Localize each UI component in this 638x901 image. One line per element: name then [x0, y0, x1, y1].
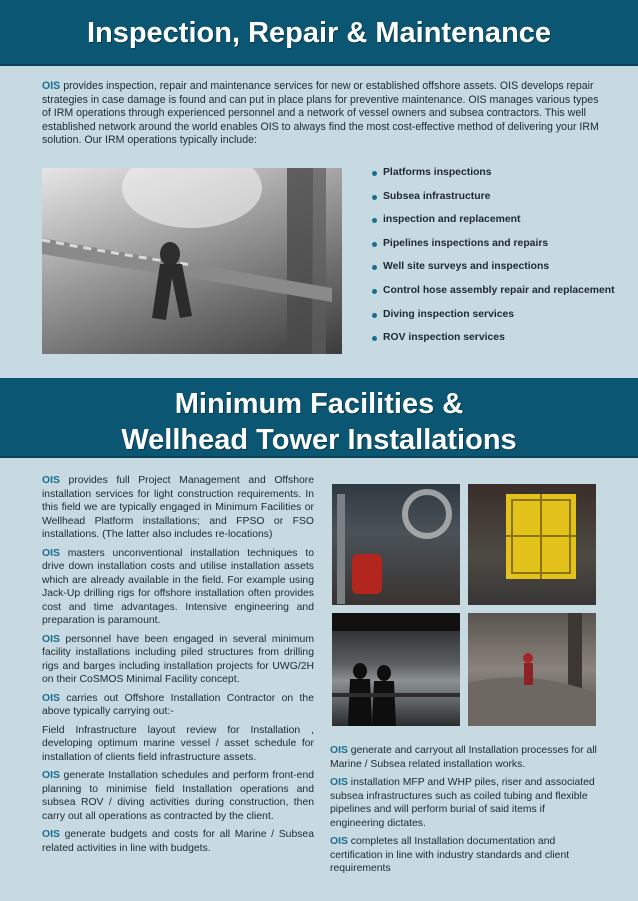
diver-photo [42, 168, 342, 354]
bullet-icon [372, 265, 377, 270]
list-item: inspection and replacement [368, 212, 618, 236]
brand-name: OIS [42, 475, 60, 486]
bullet-icon [372, 218, 377, 223]
paragraph: OIS personnel have been engaged in several minimum facility installations including piled structures from drilling rigs and barges including installation projects for UWG/2H on their CoSMOS Minimal Facility concept. [42, 633, 314, 685]
photo-drill-floor [468, 613, 596, 726]
list-item: Subsea infrastructure [368, 189, 618, 213]
intro-text: provides inspection, repair and maintenance services for new or established offshore assets. OIS develops repair strategies in case damage is found and can put in place plans for preventive maintenance. OIS manages various types of IRM operations through experienced personnel and a network of vessel owners and subsea contractors. This well established network around the world enables OIS to always find the most cost-effective method of delivering your IRM solution. Our IRM operations typically include: [42, 80, 599, 147]
paragraph: OIS provides full Project Management and Offshore installation services for light construction requirements. In this field we are typically engaged in Minimum Facilities or Wellhead Platform installations; and FPSO or FSO installations. (The latter also includes re-locations) [42, 475, 314, 540]
bullet-icon [372, 242, 377, 247]
list-item: Pipelines inspections and repairs [368, 236, 618, 260]
bullet-icon [372, 289, 377, 294]
bullet-icon [372, 313, 377, 318]
section-title-line2: Wellhead Tower Installations [121, 424, 517, 456]
brand-name: OIS [330, 777, 348, 788]
paragraph: OIS generate and carryout all Installation processes for all Marine / Subsea related installation works. [330, 745, 597, 770]
brand-name: OIS [42, 633, 60, 645]
right-column-text [330, 744, 600, 881]
section-title-irm: Inspection, Repair & Maintenance [0, 0, 638, 66]
paragraph: OIS generate budgets and costs for all Marine / Subsea related activities in line with budgets. [42, 829, 314, 854]
photo-workers-silhouette [332, 613, 460, 726]
paragraph: OIS masters unconventional installation techniques to drive down installation costs and utilise installation assets which are already available in the field. For example using Jack-Up drilling rigs for offshore installation often provides cost and time advantages. Intensive engineering and preparation is paramount. [42, 547, 314, 626]
paragraph: OIS completes all Installation documentation and certification in line with industry standards and client requirements [330, 836, 570, 874]
bullet-icon [372, 195, 377, 200]
bullet-icon [372, 336, 377, 341]
paragraph: OIS generate Installation schedules and perform front-end planning to minimise field Installation operations and subsea ROV / diving activities during construction, then carry out all operations as contracted by the client. [42, 770, 314, 822]
list-item: Control hose assembly repair and replacement [368, 283, 618, 307]
list-item: ROV inspection services [368, 330, 618, 354]
brand-name: OIS [42, 80, 61, 92]
intro-paragraph [42, 80, 602, 148]
paragraph: OIS installation MFP and WHP piles, riser and associated subsea infrastructures such as coiled tubing and flexible pipelines and will perform burial of said items if engineering dictates. [330, 777, 595, 829]
section-title-line1: Minimum Facilities & [174, 388, 464, 420]
paragraph: Field Infrastructure layout review for Installation , developing optimum marine vessel / asset schedule for installation of clients field infrastructure assets. [42, 724, 314, 763]
list-item: Well site surveys and inspections [368, 259, 618, 283]
brand-name: OIS [330, 745, 348, 756]
photo-yellow-structure [468, 484, 596, 605]
brand-name: OIS [42, 829, 60, 840]
brand-name: OIS [42, 692, 60, 704]
list-item: Diving inspection services [368, 307, 618, 331]
irm-operations-list [368, 165, 618, 354]
brand-name: OIS [330, 836, 348, 847]
brand-name: OIS [42, 770, 60, 781]
section-title-installations [0, 378, 638, 458]
bullet-icon [372, 171, 377, 176]
left-column-text [42, 474, 314, 860]
brand-name: OIS [42, 547, 60, 559]
diver-illustration [42, 168, 342, 354]
list-item: Platforms inspections [368, 165, 618, 189]
paragraph: OIS carries out Offshore Installation Contractor on the above typically carrying out:- [42, 692, 314, 717]
photo-subsea-equipment [332, 484, 460, 605]
